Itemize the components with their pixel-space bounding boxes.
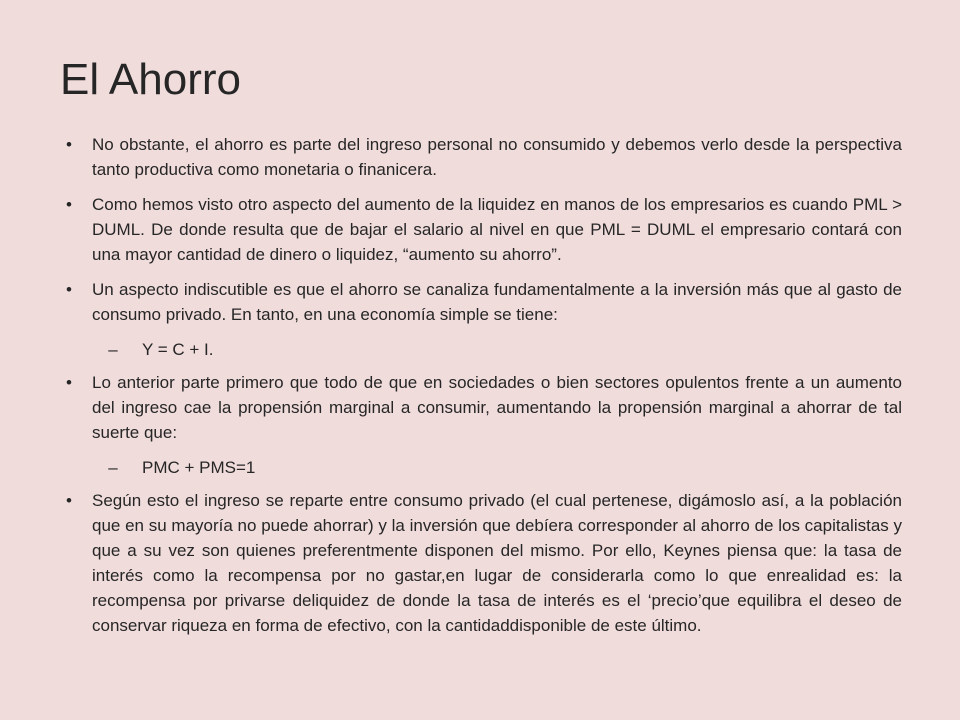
sub-bullet-item xyxy=(60,337,902,362)
bullet-text: Como hemos visto otro aspecto del aumento de la liquidez en manos de los empresarios es cuando PML > DUML. De donde resulta que de bajar el salario al nivel en que PML = DUML el empresario contará con una mayor cantidad de dinero o liquidez, “aumento su ahorro”. xyxy=(92,195,902,264)
slide-content xyxy=(60,132,902,648)
bullet-text: Un aspecto indiscutible es que el ahorro se canaliza fundamentalmente a la inversión más que al gasto de consumo privado. En tanto, en una economía simple se tiene: xyxy=(92,280,902,324)
bullet-marker-icon: • xyxy=(66,280,72,299)
bullet-item xyxy=(60,488,902,638)
slide-title: El Ahorro xyxy=(60,55,241,104)
bullet-marker-icon: • xyxy=(66,135,72,154)
dash-marker-icon: – xyxy=(108,340,118,359)
bullet-marker-icon: • xyxy=(66,491,72,510)
bullet-text: Según esto el ingreso se reparte entre consumo privado (el cual pertenese, digámoslo así, a la población que en su mayoría no puede ahorrar) y la inversión que debíera corresponder al ahorro de los capitalistas y que a su vez son quienes preferentmente disponen del mismo. Por ello, Keynes piensa que: la tasa de interés como la recompensa por no gastar,en lugar de considerarla como lo que enrealidad es: la recompensa por privarse deliquidez de donde la tasa de interés es el ‘precio’que equilibra el deseo de conservar riqueza en forma de efectivo, con la cantidaddisponible de este último. xyxy=(92,491,902,635)
bullet-item xyxy=(60,192,902,267)
dash-marker-icon: – xyxy=(108,458,118,477)
sub-bullet-text: Y = C + I. xyxy=(142,340,214,359)
bullet-text: Lo anterior parte primero que todo de que en sociedades o bien sectores opulentos frente a un aumento del ingreso cae la propensión marginal a consumir, aumentando la propensión marginal a ahorrar de tal suerte que: xyxy=(92,373,902,442)
bullet-item xyxy=(60,277,902,327)
bullet-marker-icon: • xyxy=(66,195,72,214)
bullet-text: No obstante, el ahorro es parte del ingreso personal no consumido y debemos verlo desde la perspectiva tanto productiva como monetaria o finanicera. xyxy=(92,135,902,179)
bullet-item xyxy=(60,370,902,445)
bullet-item xyxy=(60,132,902,182)
bullet-marker-icon: • xyxy=(66,373,72,392)
sub-bullet-item xyxy=(60,455,902,480)
sub-bullet-text: PMC + PMS=1 xyxy=(142,458,256,477)
